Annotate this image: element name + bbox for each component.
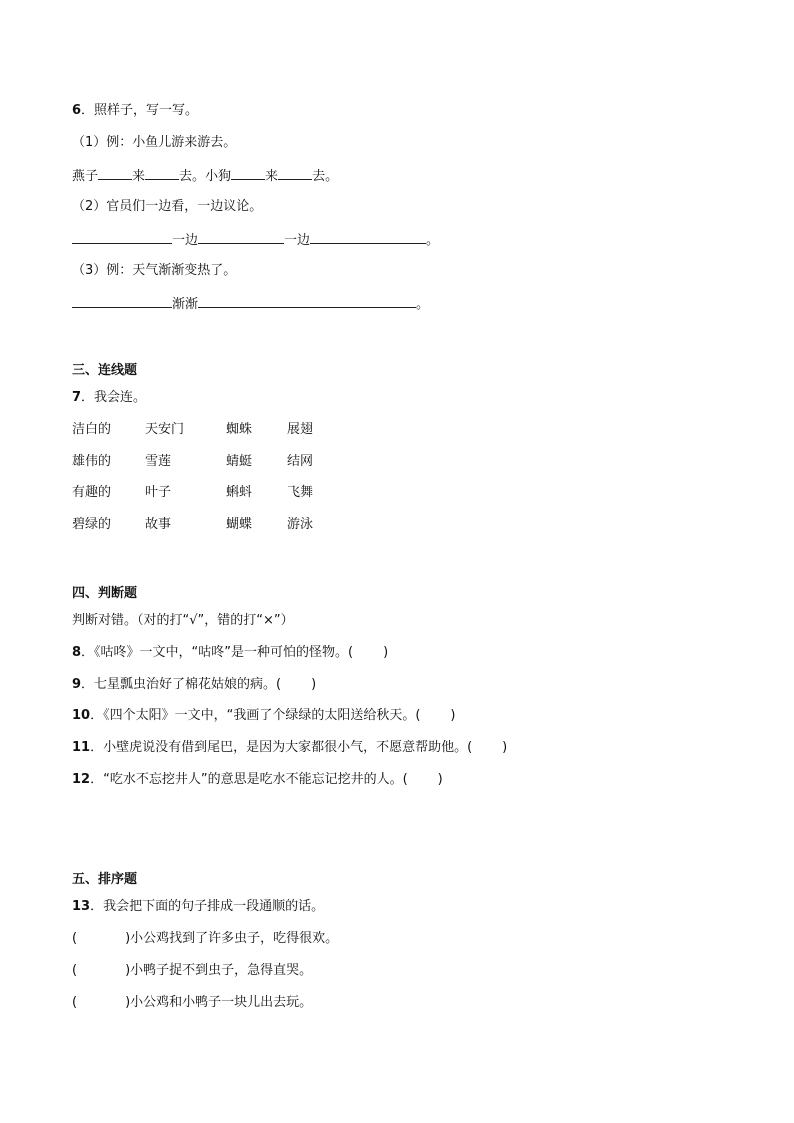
match-word[interactable]: 雄伟的 <box>72 454 112 469</box>
order-item-1 <box>72 930 338 948</box>
item-text: ．《咕咚》一文中，“咕咚”是一种可怕的怪物。( <box>81 645 354 660</box>
fill-text: 一边 <box>172 233 199 248</box>
q7-title <box>72 389 146 407</box>
match-word[interactable]: 蜘蛛 <box>226 422 253 437</box>
item-text: 小公鸡和小鸭子一块儿出去玩。 <box>130 995 313 1010</box>
judge-item-12 <box>72 771 443 789</box>
item-text: ．《四个太阳》一文中，“我画了个绿绿的太阳送给秋天。( <box>90 708 421 723</box>
match-word[interactable]: 展翅 <box>287 422 314 437</box>
item-number: 11 <box>72 740 91 755</box>
q6-part3-label: （3）例：天气渐渐变热了。 <box>72 263 237 278</box>
q6-part2-label: （2）官员们一边看，一边议论。 <box>72 199 263 214</box>
close-paren: ) <box>437 772 443 787</box>
blank-line[interactable] <box>310 230 426 244</box>
item-number: 10 <box>72 708 91 723</box>
q13-text: ．我会把下面的句子排成一段通顺的话。 <box>90 899 325 914</box>
q13-number: 13 <box>72 899 91 914</box>
item-text: ．七星瓢虫治好了棉花姑娘的病。( <box>81 677 282 692</box>
item-text: ．“吃水不忘挖井人”的意思是吃水不能忘记挖井的人。( <box>90 772 408 787</box>
fill-text: 。 <box>416 297 430 312</box>
match-word[interactable]: 叶子 <box>145 485 172 500</box>
fill-text: 渐渐 <box>172 297 199 312</box>
item-number: 9 <box>72 677 82 692</box>
q6-text: ．照样子，写一写。 <box>81 103 199 118</box>
q6-title <box>72 102 198 120</box>
close-paren: ) <box>125 931 131 946</box>
q6-part3-fill <box>72 294 429 314</box>
open-paren: ( <box>72 931 78 946</box>
fill-text: 来 <box>265 169 279 184</box>
blank-line[interactable] <box>198 294 416 308</box>
section-5-heading: 五、排序题 <box>72 872 138 887</box>
close-paren: ) <box>502 740 508 755</box>
match-word[interactable]: 蝌蚪 <box>226 485 253 500</box>
item-text: 小公鸡找到了许多虫子，吃得很欢。 <box>130 931 339 946</box>
q7-number: 7 <box>72 390 82 405</box>
order-item-2 <box>72 962 312 980</box>
close-paren: ) <box>125 963 131 978</box>
item-number: 8 <box>72 645 82 660</box>
match-word[interactable]: 天安门 <box>145 422 185 437</box>
judge-intro: 判断对错。（对的打“√”，错的打“×”） <box>72 613 294 628</box>
match-word[interactable]: 有趣的 <box>72 485 112 500</box>
blank-line[interactable] <box>98 166 132 180</box>
match-word[interactable]: 碧绿的 <box>72 517 112 532</box>
fill-text: 。 <box>426 233 440 248</box>
judge-item-10 <box>72 707 455 725</box>
blank-line[interactable] <box>72 230 172 244</box>
blank-line[interactable] <box>278 166 312 180</box>
judge-item-11 <box>72 739 507 757</box>
close-paren: ) <box>125 995 131 1010</box>
q6-number: 6 <box>72 103 82 118</box>
section-3-heading: 三、连线题 <box>72 363 138 378</box>
judge-item-8 <box>72 644 388 662</box>
match-word[interactable]: 故事 <box>145 517 172 532</box>
match-word[interactable]: 飞舞 <box>287 485 314 500</box>
close-paren: ) <box>311 677 317 692</box>
fill-text: 一边 <box>284 233 311 248</box>
match-word[interactable]: 雪莲 <box>145 454 172 469</box>
order-item-3 <box>72 994 312 1012</box>
item-number: 12 <box>72 772 91 787</box>
match-word[interactable]: 结网 <box>287 454 314 469</box>
q6-part1-fill <box>72 166 338 186</box>
match-word[interactable]: 蝴蝶 <box>226 517 253 532</box>
open-paren: ( <box>72 995 78 1010</box>
fill-text: 去。小狗 <box>179 169 232 184</box>
match-word[interactable]: 蜻蜓 <box>226 454 253 469</box>
match-word[interactable]: 洁白的 <box>72 422 112 437</box>
blank-line[interactable] <box>145 166 179 180</box>
item-text: ．小壁虎说没有借到尾巴，是因为大家都很小气，不愿意帮助他。( <box>90 740 473 755</box>
q6-part1-label: （1）例：小鱼儿游来游去。 <box>72 135 237 150</box>
fill-text: 燕子 <box>72 169 99 184</box>
fill-text: 去。 <box>312 169 339 184</box>
close-paren: ) <box>383 645 389 660</box>
open-paren: ( <box>72 963 78 978</box>
item-text: 小鸭子捉不到虫子，急得直哭。 <box>130 963 313 978</box>
blank-line[interactable] <box>72 294 172 308</box>
fill-text: 来 <box>132 169 146 184</box>
blank-line[interactable] <box>231 166 265 180</box>
q13-title <box>72 898 324 916</box>
match-word[interactable]: 游泳 <box>287 517 314 532</box>
section-4-heading: 四、判断题 <box>72 586 138 601</box>
judge-item-9 <box>72 676 316 694</box>
q7-text: ．我会连。 <box>81 390 147 405</box>
close-paren: ) <box>450 708 456 723</box>
q6-part2-fill <box>72 230 439 250</box>
blank-line[interactable] <box>198 230 284 244</box>
